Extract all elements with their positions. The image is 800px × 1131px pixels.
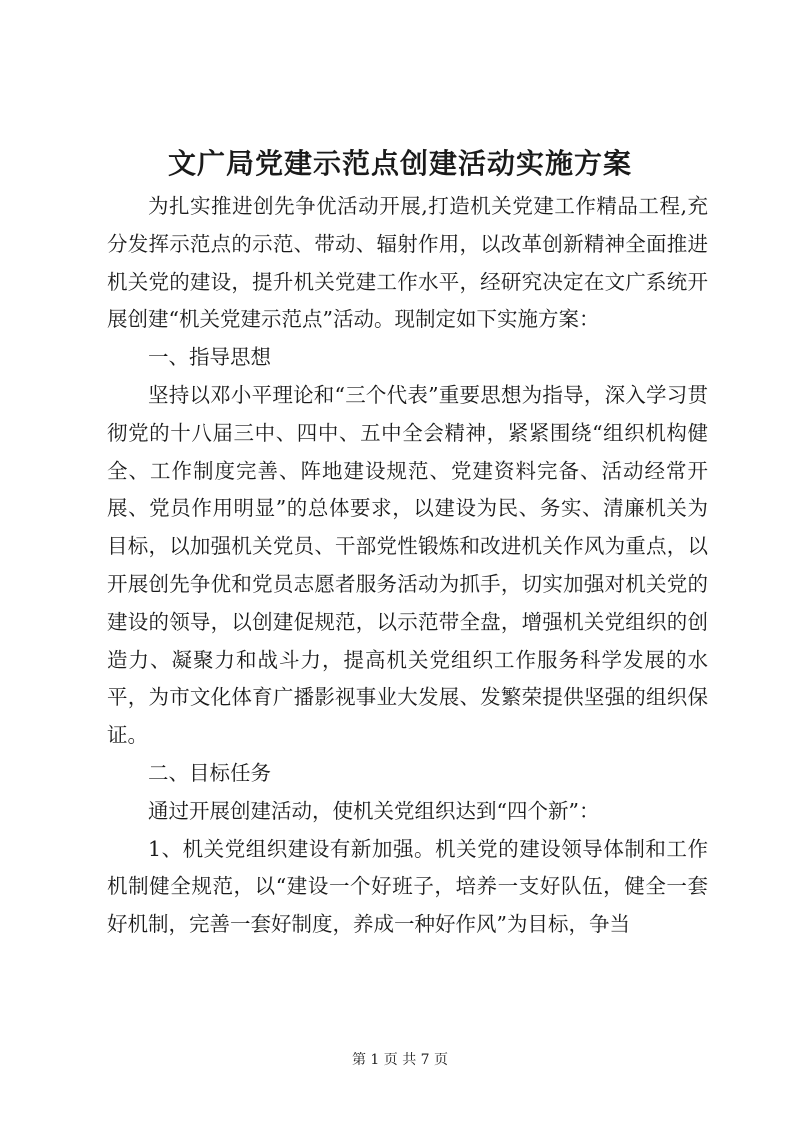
document-body: [107, 188, 708, 944]
goals-intro-paragraph: 通过开展创建活动，使机关党组织达到“四个新”：: [148, 798, 600, 823]
section-heading-goals: 二、目标任务: [148, 760, 271, 785]
goal-item-1-paragraph: 1、机关党组织建设有新加强。机关党的建设领导体制和工作机制健全规范，以“建设一个好班子，培养一支好队伍，健全一套好机制，完善一套好制度，养成一种好作风”为目标，争当: [107, 836, 708, 937]
section-heading-guiding-ideology: 一、指导思想: [148, 345, 271, 370]
page-number-footer: 第 1 页 共 7 页: [351, 1052, 449, 1068]
intro-paragraph: 为扎实推进创先争优活动开展,打造机关党建工作精品工程,充分发挥示范点的示范、带动、辐射作用，以改革创新精神全面推进机关党的建设，提升机关党建工作水平，经研究决定在文广系统开展创建“机关党建示范点”活动。现制定如下实施方案：: [107, 194, 708, 332]
guiding-ideology-paragraph: 坚持以邓小平理论和“三个代表”重要思想为指导，深入学习贯彻党的十八届三中、四中、五中全会精神，紧紧围绕“组织机构健全、工作制度完善、阵地建设规范、党建资料完备、活动经常开展、党员作用明显”的总体要求，以建设为民、务实、清廉机关为目标，以加强机关党员、干部党性锻炼和改进机关作风为重点，以开展创先争优和党员志愿者服务活动为抓手，切实加强对机关党的建设的领导，以创建促规范，以示范带全盘，增强机关党组织的创造力、凝聚力和战斗力，提高机关党组织工作服务科学发展的水平，为市文化体育广播影视事业大发展、发繁荣提供坚强的组织保证。: [107, 382, 708, 748]
document-title: 文广局党建示范点创建活动实施方案: [167, 147, 632, 180]
